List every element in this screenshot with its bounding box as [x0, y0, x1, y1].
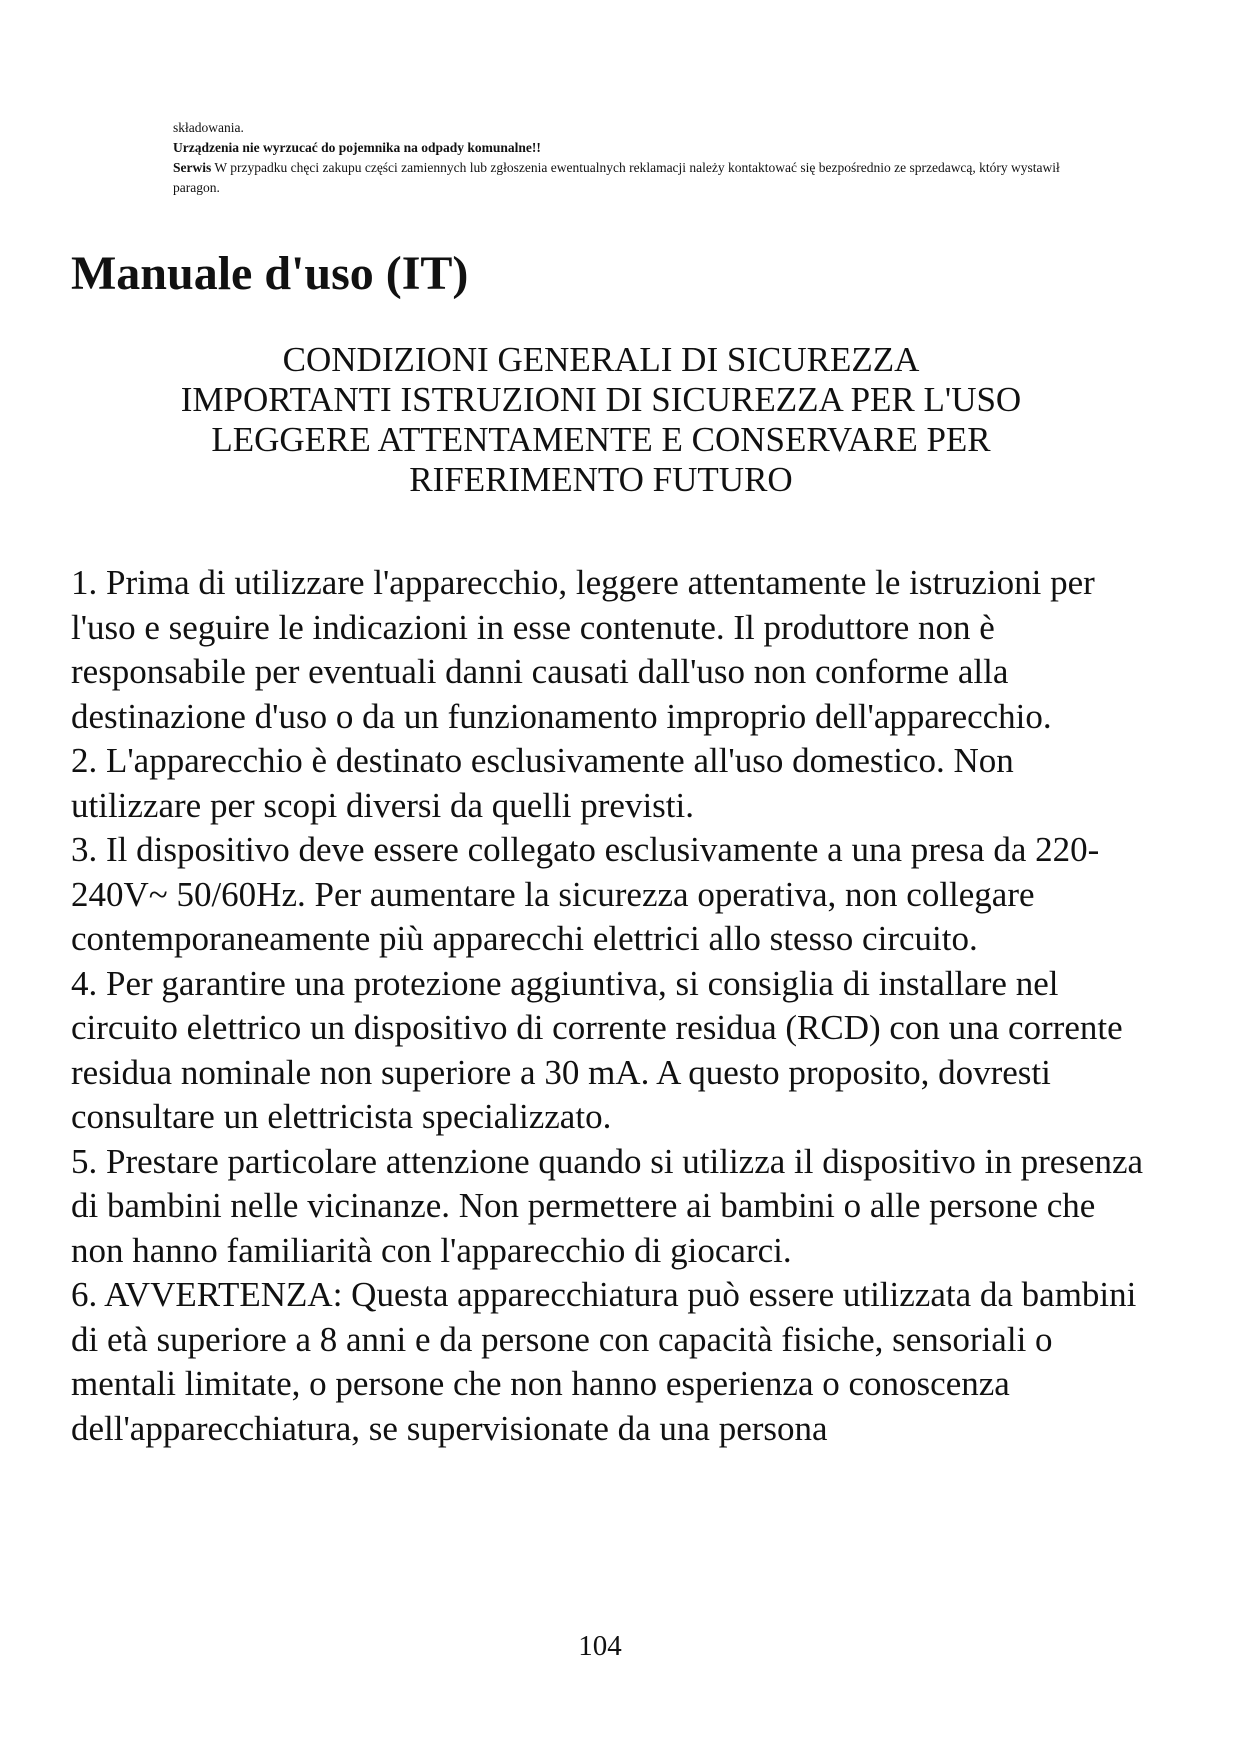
polish-storage-line: składowania.	[173, 120, 244, 135]
page-title: Manuale d'uso (IT)	[71, 247, 469, 300]
safety-heading-line: LEGGERE ATTENTAMENTE E CONSERVARE PER	[211, 420, 991, 459]
instruction-list	[71, 561, 1151, 1451]
instruction-item: 3. Il dispositivo deve essere collegato esclusivamente a una presa da 220-240V~ 50/60Hz. Per aumentare la sicurezza operativa, non collegare contemporaneamente più apparecchi elettrici allo stesso circuito.	[71, 830, 1100, 958]
disposal-warning-text: Urządzenia nie wyrzucać do pojemnika na odpady komunalne!!	[173, 140, 541, 155]
service-text: W przypadku chęci zakupu części zamiennych lub zgłoszenia ewentualnych reklamacji należy kontaktować się bezpośrednio ze sprzedawcą, który wystawił paragon.	[173, 160, 1060, 195]
instruction-item: 2. L'apparecchio è destinato esclusivamente all'uso domestico. Non utilizzare per scopi diversi da quelli previsti.	[71, 741, 1014, 825]
safety-heading-line: IMPORTANTI ISTRUZIONI DI SICUREZZA PER L'USO	[180, 380, 1022, 419]
safety-heading	[71, 340, 1131, 500]
instruction-item: 6. AVVERTENZA: Questa apparecchiatura può essere utilizzata da bambini di età superiore a 8 anni e da persone con capacità fisiche, sensoriali o mentali limitate, o persone che non hanno esperienza o conoscenza dell'apparecchiatura, se supervisionate da una persona	[71, 1275, 1137, 1448]
instruction-item: 5. Prestare particolare attenzione quando si utilizza il dispositivo in presenza di bambini nelle vicinanze. Non permettere ai bambini o alle persone che non hanno familiarità con l'apparecchio di giocarci.	[71, 1141, 1144, 1270]
safety-heading-line: RIFERIMENTO FUTURO	[409, 460, 793, 499]
polish-notes	[173, 118, 1103, 198]
polish-disposal-warning	[173, 138, 1103, 158]
instruction-item: 1. Prima di utilizzare l'apparecchio, leggere attentamente le istruzioni per l'uso e seguire le indicazioni in esse contenute. Il produttore non è responsabile per eventuali danni causati dall'uso non conforme alla destinazione d'uso o da un funzionamento improprio dell'apparecchio.	[71, 563, 1095, 736]
instruction-item: 4. Per garantire una protezione aggiuntiva, si consiglia di installare nel circuito elettrico un dispositivo di corrente residua (RCD) con una corrente residua nominale non superiore a 30 mA. A questo proposito, dovresti consultare un elettricista specializzato.	[71, 963, 1123, 1136]
safety-heading-line: CONDIZIONI GENERALI DI SICUREZZA	[282, 340, 920, 379]
page-number: 104	[578, 1630, 622, 1662]
polish-service-paragraph	[173, 158, 1103, 198]
service-label: Serwis	[173, 160, 212, 175]
